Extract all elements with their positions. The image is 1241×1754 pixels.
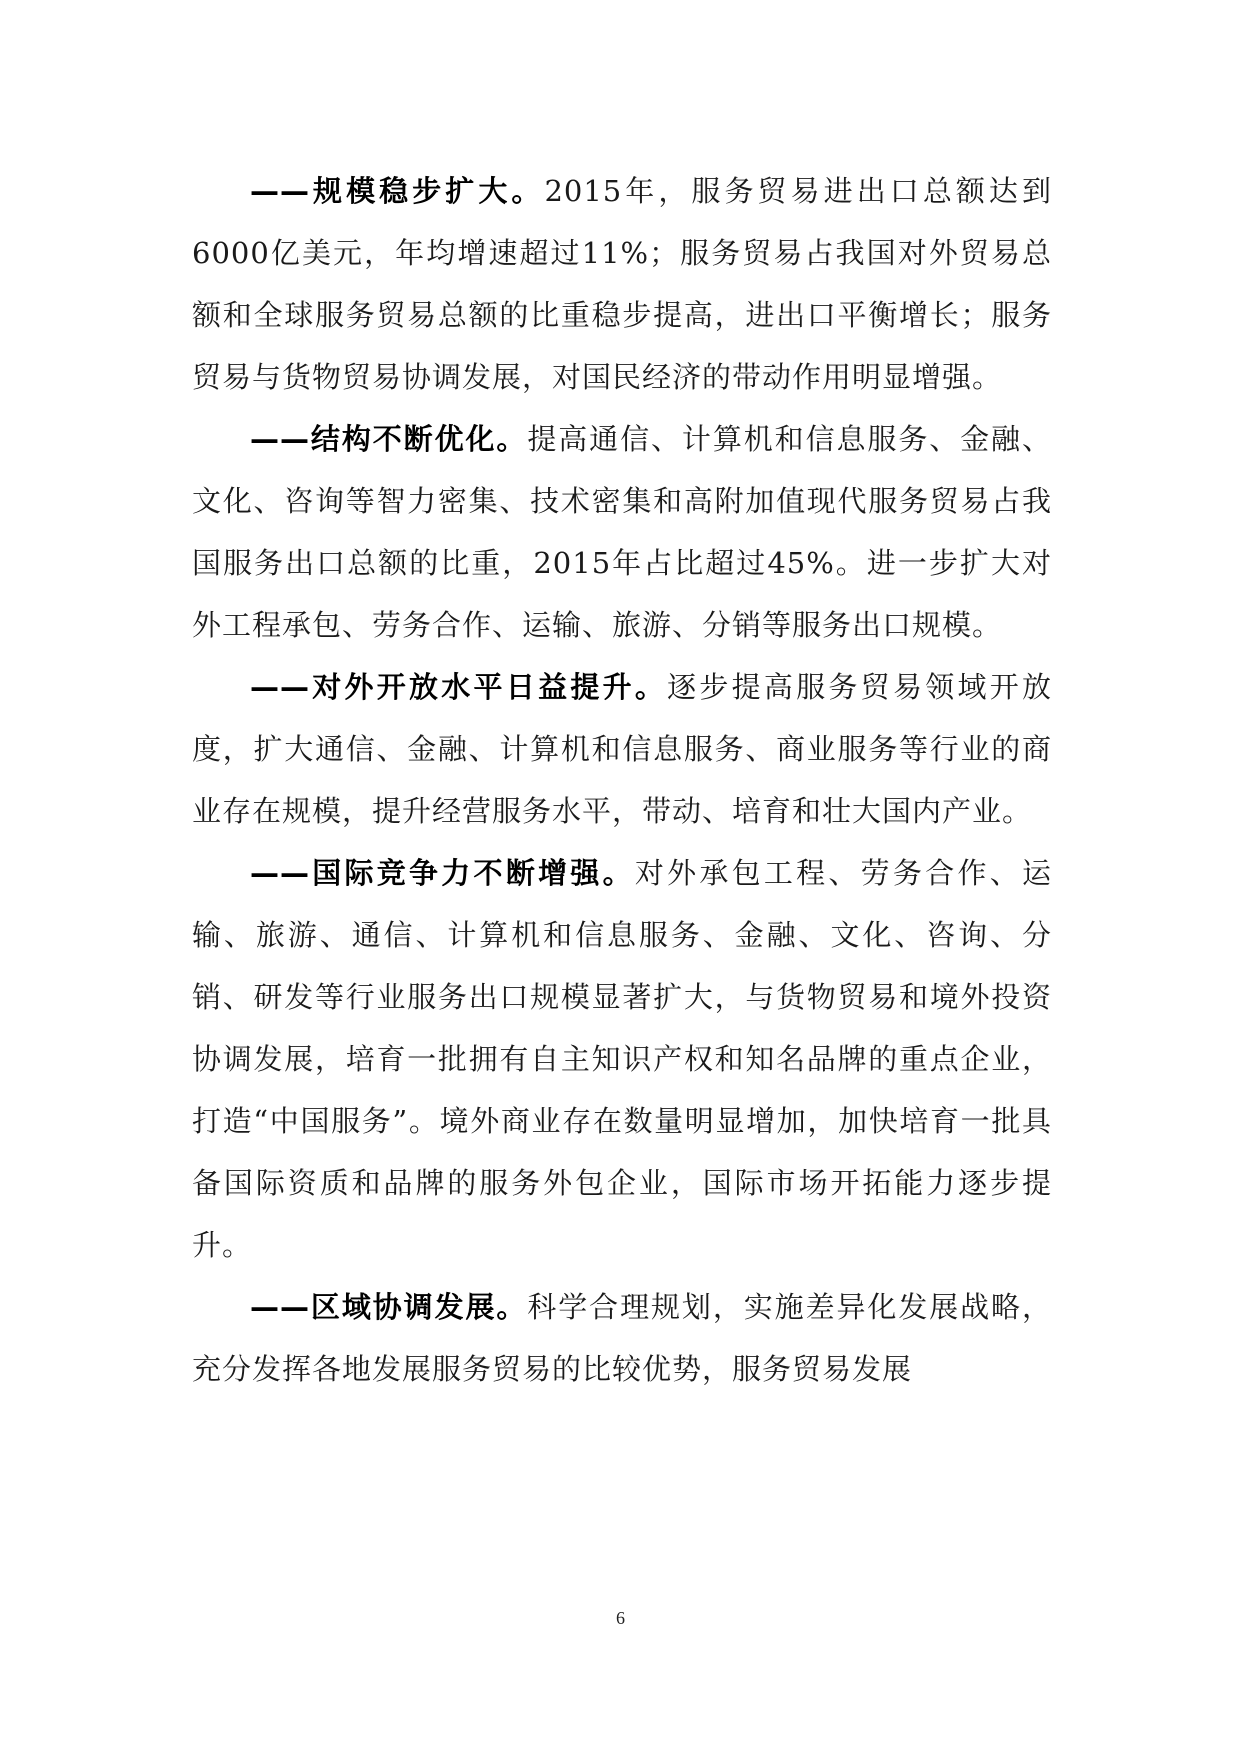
paragraph-text: 对外承包工程、劳务合作、运输、旅游、通信、计算机和信息服务、金融、文化、咨询、分销、研发等行业服务出口规模显著扩大，与货物贸易和境外投资协调发展，培育一批拥有自主知识产权和知名品牌的重点企业，打造“中国服务”。境外商业存在数量明显增加，加快培育一批具备国际资质和品牌的服务外包企业，国际市场开拓能力逐步提升。 xyxy=(192,856,1052,1262)
paragraph-text: 科学合理规划，实施差异化发展战略，充分发挥各地发展服务贸易的比较优势，服务贸易发展 xyxy=(192,1290,1052,1386)
paragraph-lead: ——区域协调发展。 xyxy=(250,1290,528,1324)
paragraph-scale-expansion xyxy=(192,160,1052,408)
paragraph-regional-coordination xyxy=(192,1276,1052,1400)
paragraph-text: 2015年，服务贸易进出口总额达到6000亿美元，年均增速超过11%；服务贸易占我国对外贸易总额和全球服务贸易总额的比重稳步提高，进出口平衡增长；服务贸易与货物贸易协调发展，对国民经济的带动作用明显增强。 xyxy=(192,174,1052,394)
page-number: 6 xyxy=(616,1608,625,1628)
paragraph-opening-up xyxy=(192,656,1052,842)
paragraph-lead: ——结构不断优化。 xyxy=(250,422,528,456)
paragraph-lead: ——国际竞争力不断增强。 xyxy=(250,856,635,890)
paragraph-text: 提高通信、计算机和信息服务、金融、文化、咨询等智力密集、技术密集和高附加值现代服务贸易占我国服务出口总额的比重，2015年占比超过45%。进一步扩大对外工程承包、劳务合作、运输、旅游、分销等服务出口规模。 xyxy=(192,422,1052,642)
paragraph-structure-optimization xyxy=(192,408,1052,656)
document-body xyxy=(192,160,1052,1400)
paragraph-lead: ——对外开放水平日益提升。 xyxy=(250,670,668,704)
paragraph-competitiveness xyxy=(192,842,1052,1276)
paragraph-text: 逐步提高服务贸易领域开放度，扩大通信、金融、计算机和信息服务、商业服务等行业的商业存在规模，提升经营服务水平，带动、培育和壮大国内产业。 xyxy=(192,670,1052,828)
paragraph-lead: ——规模稳步扩大。 xyxy=(250,174,545,208)
